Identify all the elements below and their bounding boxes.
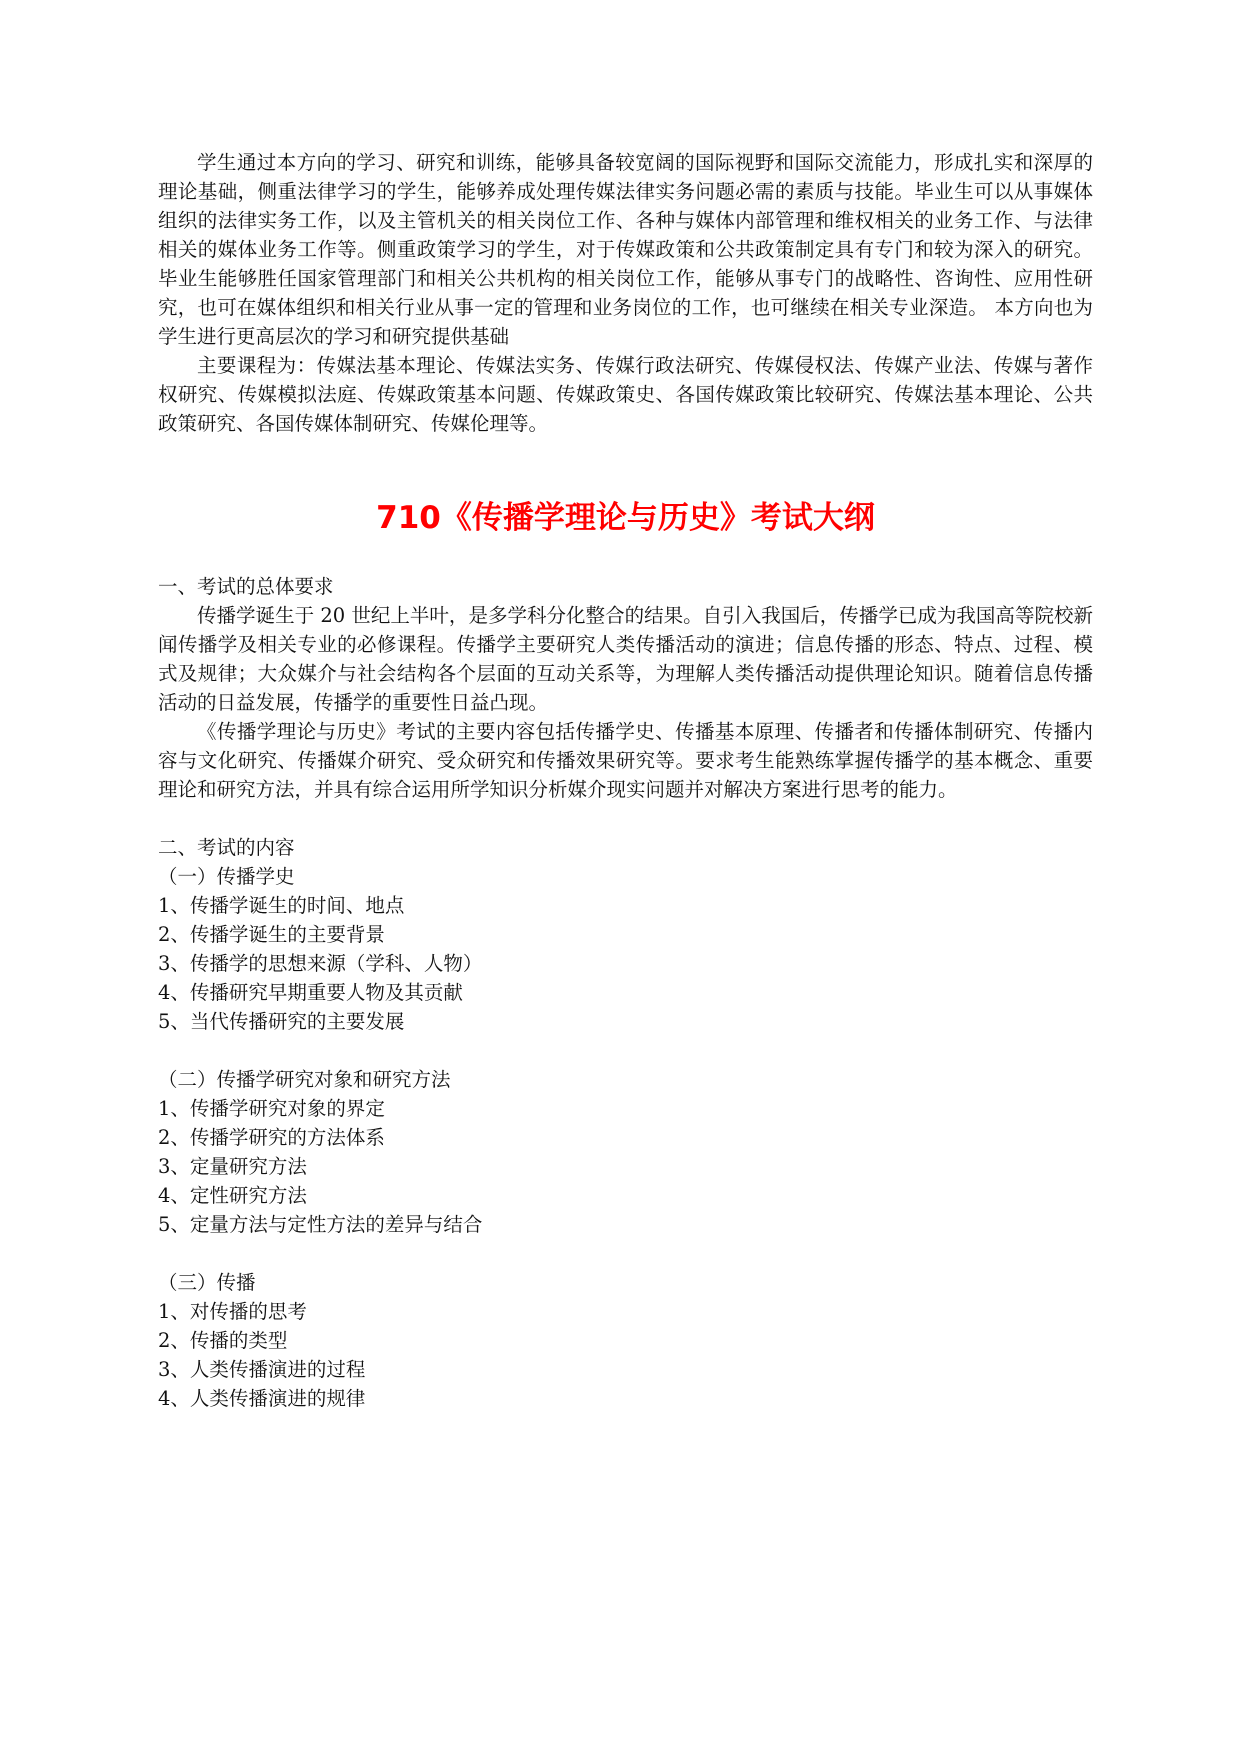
list-item: 4、定性研究方法 bbox=[158, 1184, 307, 1207]
subsection-1 bbox=[158, 862, 1093, 1036]
section-1-heading: 一、考试的总体要求 bbox=[158, 575, 334, 598]
subsection-2 bbox=[158, 1065, 1093, 1239]
intro-paragraph-1: 学生通过本方向的学习、研究和训练，能够具备较宽阔的国际视野和国际交流能力，形成扎实和深厚的理论基础，侧重法律学习的学生，能够养成处理传媒法律实务问题必需的素质与技能。毕业生可以从事媒体组织的法律实务工作，以及主管机关的相关岗位工作、各种与媒体内部管理和维权相关的业务工作、与法律相关的媒体业务工作等。侧重政策学习的学生，对于传媒政策和公共政策制定具有专门和较为深入的研究。毕业生能够胜任国家管理部门和相关公共机构的相关岗位工作，能够从事专门的战略性、咨询性、应用性研究，也可在媒体组织和相关行业从事一定的管理和业务岗位的工作，也可继续在相关专业深造。 本方向也为学生进行更高层次的学习和研究提供基础 bbox=[158, 151, 1093, 348]
list-item: 1、传播学研究对象的界定 bbox=[158, 1097, 385, 1120]
subsection-3 bbox=[158, 1268, 1093, 1413]
section-1-paragraph-2: 《传播学理论与历史》考试的主要内容包括传播学史、传播基本原理、传播者和传播体制研究、传播内容与文化研究、传播媒介研究、受众研究和传播效果研究等。要求考生能熟练掌握传播学的基本概念、重要理论和研究方法，并具有综合运用所学知识分析媒介现实问题并对解决方案进行思考的能力。 bbox=[158, 720, 1093, 801]
list-item: 4、人类传播演进的规律 bbox=[158, 1387, 366, 1410]
list-item: 1、传播学诞生的时间、地点 bbox=[158, 894, 405, 917]
list-item: 3、定量研究方法 bbox=[158, 1155, 307, 1178]
list-item: 2、传播的类型 bbox=[158, 1329, 288, 1352]
list-item: 2、传播学诞生的主要背景 bbox=[158, 923, 385, 946]
intro-paragraph-2: 主要课程为：传媒法基本理论、传媒法实务、传媒行政法研究、传媒侵权法、传媒产业法、传媒与著作权研究、传媒模拟法庭、传媒政策基本问题、传媒政策史、各国传媒政策比较研究、传媒法基本理论、公共政策研究、各国传媒体制研究、传媒伦理等。 bbox=[158, 354, 1093, 435]
list-item: 5、定量方法与定性方法的差异与结合 bbox=[158, 1213, 483, 1236]
subsection-heading: （二）传播学研究对象和研究方法 bbox=[158, 1068, 451, 1091]
subsection-heading: （一）传播学史 bbox=[158, 865, 295, 888]
list-item: 5、当代传播研究的主要发展 bbox=[158, 1010, 405, 1033]
section-1-paragraph-1: 传播学诞生于 20 世纪上半叶，是多学科分化整合的结果。自引入我国后，传播学已成为我国高等院校新闻传播学及相关专业的必修课程。传播学主要研究人类传播活动的演进；信息传播的形态、特点、过程、模式及规律；大众媒介与社会结构各个层面的互动关系等，为理解人类传播活动提供理论知识。随着信息传播活动的日益发展，传播学的重要性日益凸现。 bbox=[158, 604, 1093, 714]
list-item: 4、传播研究早期重要人物及其贡献 bbox=[158, 981, 463, 1004]
list-item: 3、传播学的思想来源（学科、人物） bbox=[158, 952, 483, 975]
list-item: 3、人类传播演进的过程 bbox=[158, 1358, 366, 1381]
document-content bbox=[158, 148, 1093, 1413]
section-2-heading: 二、考试的内容 bbox=[158, 836, 295, 859]
list-item: 2、传播学研究的方法体系 bbox=[158, 1126, 385, 1149]
document-title: 710《传播学理论与历史》考试大纲 bbox=[376, 500, 875, 536]
list-item: 1、对传播的思考 bbox=[158, 1300, 307, 1323]
subsection-heading: （三）传播 bbox=[158, 1271, 256, 1294]
